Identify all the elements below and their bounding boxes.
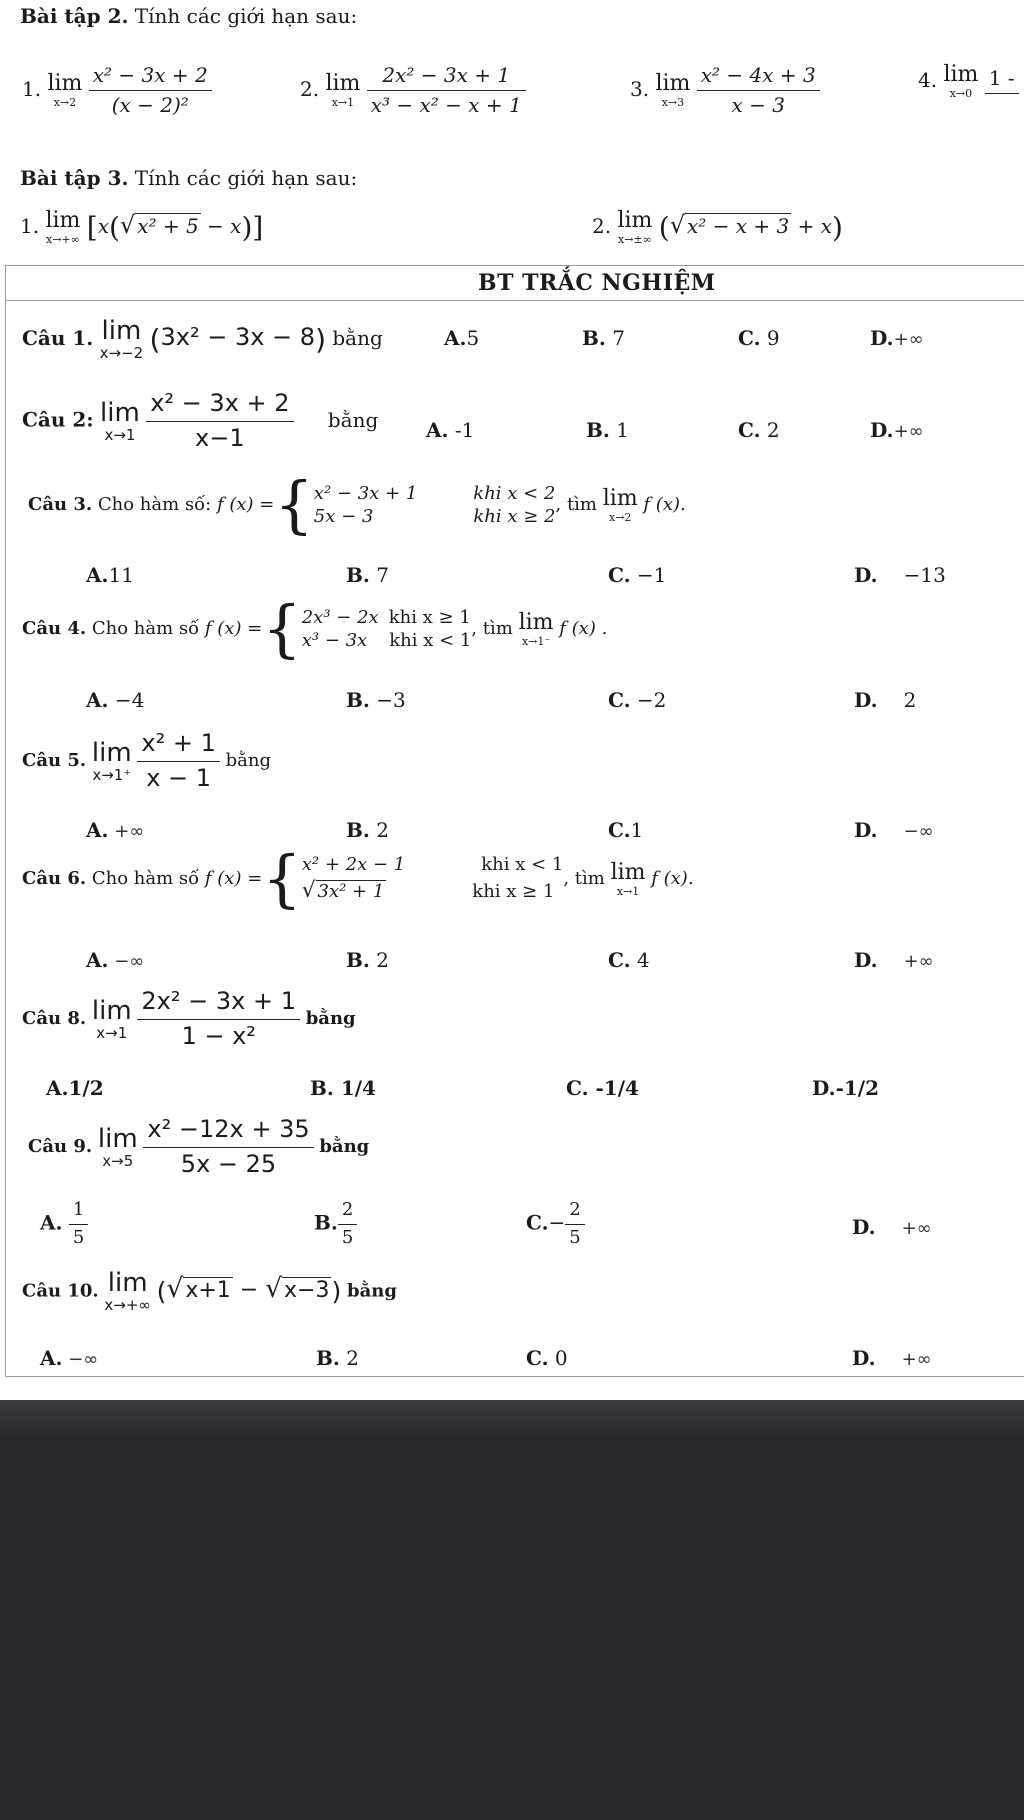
- word-tim: , tìm: [555, 494, 598, 515]
- limit-target: f (x) .: [559, 618, 608, 639]
- lim-sub: x→+∞: [104, 1296, 151, 1314]
- q8-frac: [137, 988, 300, 1050]
- question-5: [22, 730, 271, 792]
- q4-option-d[interactable]: [854, 688, 916, 712]
- minus-sign: −: [548, 1210, 566, 1235]
- sqrt-expr: √ x² − x + 3: [669, 211, 790, 239]
- option-letter: C.: [526, 1210, 549, 1235]
- word-tim: , tìm: [471, 618, 513, 639]
- option-letter: A.: [444, 326, 467, 350]
- denominator: x−1: [195, 423, 245, 452]
- lim-sub: x→1: [104, 425, 136, 444]
- sqrt-radicand: x² − x + 3: [686, 214, 790, 238]
- numerator: 2x² − 3x + 1: [137, 988, 300, 1020]
- option-value: 1: [630, 818, 644, 842]
- dark-background-area: [0, 1400, 1024, 1820]
- option-value: +∞: [901, 1218, 932, 1239]
- option-letter: B.: [346, 948, 370, 972]
- case-2: 3x² + 1: [317, 880, 385, 902]
- bt2-item-1-no: 1.: [22, 77, 42, 101]
- option-value: −∞: [108, 951, 145, 972]
- cond-1: khi x ≥ 1: [388, 606, 471, 628]
- q2-option-d[interactable]: [870, 418, 924, 442]
- lim-symbol: lim x→3: [655, 71, 691, 109]
- bt2-item-2-no: 2.: [300, 77, 320, 101]
- lim-sub: x→±∞: [618, 233, 652, 246]
- q10-option-a[interactable]: [40, 1346, 98, 1370]
- option-letter: B.: [346, 563, 370, 587]
- numerator: 2: [565, 1200, 584, 1225]
- lim-sub: x→+∞: [46, 233, 80, 246]
- option-value: [338, 1200, 357, 1248]
- numerator: 2: [338, 1200, 357, 1225]
- lim-sub: x→−2: [99, 344, 144, 362]
- option-letter: D.: [854, 563, 878, 587]
- question-3: Câu 3. Cho hàm số: f (x) ={ x² − 3x + 1 khi x < 2 5x − 3 khi x ≥ 2 , tìm lim x→2 f (x).: [28, 468, 686, 541]
- question-label: Câu 9.: [28, 1136, 93, 1158]
- option-value: 2: [369, 818, 389, 842]
- word-bang: bằng: [319, 1136, 370, 1158]
- q6-option-c[interactable]: [608, 948, 650, 972]
- function-name: f (x) =: [216, 494, 275, 515]
- lim-symbol: lim x→1: [91, 995, 132, 1042]
- q1-option-d[interactable]: [870, 326, 924, 350]
- question-label: Câu 1.: [22, 326, 94, 350]
- q5-option-c[interactable]: [608, 818, 643, 842]
- q10-option-d[interactable]: [852, 1346, 932, 1370]
- option-letter: B.: [314, 1210, 338, 1235]
- option-value: -1: [448, 418, 475, 442]
- case-1: x² + 2x − 1: [301, 854, 406, 876]
- q2-option-b[interactable]: [586, 418, 629, 442]
- option-letter: C.: [608, 563, 631, 587]
- option-value: −2: [630, 688, 667, 712]
- q5-frac: [137, 730, 219, 792]
- q3-option-d[interactable]: [854, 563, 946, 587]
- lim-sub: x→3: [661, 96, 685, 109]
- trac-nghiem-title: BT TRẮC NGHIỆM: [478, 270, 716, 296]
- option-value: +∞: [893, 421, 924, 442]
- lim-sub: x→5: [102, 1151, 134, 1170]
- lim-symbol: lim x→1: [610, 859, 646, 898]
- sqrt-expr: √ 3x² + 1: [301, 877, 385, 903]
- option-value: −3: [369, 688, 406, 712]
- option-letter: B.: [582, 326, 606, 350]
- option-value: 2: [903, 688, 917, 712]
- question-text: Cho hàm số:: [92, 494, 212, 515]
- option-letter: D.: [854, 948, 878, 972]
- sqrt-radicand: x−3: [284, 1277, 330, 1303]
- option-letter: B.: [316, 1346, 340, 1370]
- q4-option-c[interactable]: [608, 688, 666, 712]
- option-value: 7: [369, 563, 389, 587]
- option-value: −13: [903, 563, 946, 587]
- expr-tail: + x: [791, 214, 832, 238]
- numerator: 1: [69, 1200, 88, 1225]
- word-bang: bằng: [327, 407, 379, 432]
- piecewise-cases: [302, 606, 472, 653]
- numerator: 1 -: [985, 67, 1019, 94]
- option-value: [69, 1200, 88, 1248]
- q8-option-a[interactable]: [46, 1076, 104, 1100]
- numerator: 2x² − 3x + 1: [367, 64, 526, 91]
- q2-option-a[interactable]: [426, 418, 474, 442]
- minus-sign: −: [232, 1277, 266, 1303]
- word-bang: bằng: [332, 326, 383, 350]
- lim-symbol: lim x→+∞: [104, 1268, 151, 1314]
- lim-symbol: lim x→+∞: [45, 208, 81, 246]
- q6-option-b[interactable]: [346, 948, 389, 972]
- question-8: [22, 988, 356, 1050]
- question-label: Câu 3.: [28, 494, 93, 515]
- option-value: 1/2: [68, 1076, 104, 1100]
- question-4: Câu 4. Cho hàm số f (x) ={ 2x³ − 2x khi x ≥ 1 x³ − 3x khi x < 1 , tìm lim x→1⁻ f (x) .: [22, 592, 608, 665]
- bt2-item-3-frac: [697, 64, 820, 117]
- option-value: [565, 1200, 584, 1248]
- bt3-item-2-no: 2.: [592, 214, 612, 238]
- option-letter: D.: [854, 688, 878, 712]
- expr-tail: − x: [200, 214, 242, 238]
- option-value: +∞: [901, 1349, 932, 1370]
- question-label: Câu 4.: [22, 618, 87, 639]
- question-label: Câu 6.: [22, 868, 87, 889]
- q3-option-b[interactable]: [346, 563, 389, 587]
- bt3-item-1: 1. lim x→+∞ [x(√ x² + 5 − x)]: [20, 208, 264, 246]
- question-9: [28, 1116, 369, 1178]
- denominator: x − 3: [731, 93, 785, 117]
- q8-option-d[interactable]: [812, 1076, 879, 1100]
- q3-option-a[interactable]: [86, 563, 134, 587]
- option-letter: A.: [86, 818, 109, 842]
- lim-sub: x→1⁺: [92, 765, 132, 784]
- q2-frac: [146, 390, 293, 452]
- option-value: -1/2: [835, 1076, 880, 1100]
- bt2-heading-bold: Bài tập 2.: [20, 4, 129, 28]
- lim-symbol: lim x→5: [97, 1123, 138, 1170]
- question-10: Câu 10. lim x→+∞ (√x+1 − √x−3) bằng: [22, 1268, 397, 1314]
- numerator: x² −12x + 35: [143, 1116, 313, 1148]
- option-value: +∞: [903, 951, 934, 972]
- q9-option-c[interactable]: [526, 1200, 585, 1248]
- bt2-heading-text: Tính các giới hạn sau:: [128, 4, 358, 28]
- bt2-item-4-frac: [985, 67, 1019, 97]
- option-letter: C.: [566, 1076, 589, 1100]
- option-letter: B.: [310, 1076, 334, 1100]
- case-2: x³ − 3x: [301, 630, 368, 651]
- bt2-item-3: [630, 64, 820, 117]
- bt3-item-2: 2. lim x→±∞ (√ x² − x + 3 + x): [592, 208, 843, 246]
- denominator: 5: [341, 1226, 354, 1248]
- option-value: 1/4: [333, 1076, 376, 1100]
- dark-background-edge: [0, 1400, 1024, 1440]
- denominator: 1 − x²: [181, 1021, 256, 1050]
- q10-option-c[interactable]: [526, 1346, 568, 1370]
- bt2-heading: [20, 4, 357, 28]
- question-label: Câu 8.: [22, 1008, 87, 1030]
- lim-symbol: lim x→±∞: [617, 208, 653, 246]
- lim-symbol: lim x→1: [100, 397, 140, 444]
- q4-option-a[interactable]: [86, 688, 144, 712]
- bt2-item-4: [918, 64, 1019, 99]
- question-text: Cho hàm số: [86, 618, 200, 639]
- cond-1: khi x < 1: [481, 854, 564, 876]
- question-label: Câu 2:: [22, 407, 94, 432]
- option-letter: B.: [586, 418, 610, 442]
- word-tim: , tìm: [563, 868, 605, 889]
- option-letter: A.: [46, 1076, 69, 1100]
- bt2-item-4-no: 4.: [918, 68, 938, 92]
- option-letter: C.: [526, 1346, 549, 1370]
- bt2-item-1: [22, 64, 212, 117]
- option-letter: B.: [346, 818, 370, 842]
- bt2-item-3-no: 3.: [630, 77, 650, 101]
- limit-target: f (x).: [643, 494, 686, 515]
- lim-symbol: lim x→2: [47, 71, 83, 109]
- q5-option-a[interactable]: [86, 818, 144, 842]
- q9-option-d[interactable]: [852, 1215, 932, 1239]
- option-value: +∞: [108, 821, 145, 842]
- option-value: 4: [630, 948, 650, 972]
- option-letter: A.: [40, 1210, 63, 1235]
- title-divider: [5, 300, 1024, 301]
- option-value: 11: [108, 563, 134, 587]
- word-bang: bằng: [305, 1008, 356, 1030]
- q6-option-d[interactable]: [854, 948, 934, 972]
- option-value: 7: [605, 326, 625, 350]
- denominator: 5: [569, 1226, 581, 1248]
- option-letter: D.: [854, 818, 878, 842]
- denominator: x − 1: [146, 763, 212, 792]
- sqrt-expr-2: √x−3: [265, 1272, 330, 1304]
- option-value: +∞: [893, 329, 924, 350]
- bt3-item-1-no: 1.: [20, 214, 40, 238]
- cond-2: khi x ≥ 2: [473, 506, 556, 527]
- option-value: 2: [760, 418, 780, 442]
- bt2-item-2-frac: [367, 64, 526, 117]
- bt2-item-2: [300, 64, 526, 117]
- option-value: 1: [609, 418, 629, 442]
- numerator: x² + 1: [137, 730, 219, 762]
- option-letter: C.: [608, 688, 631, 712]
- option-letter: D.: [870, 418, 894, 442]
- lim-symbol: lim x→1: [325, 71, 361, 109]
- denominator: [985, 94, 1019, 97]
- lim-sub: x→1⁻: [521, 634, 551, 648]
- cond-2: khi x < 1: [389, 630, 472, 651]
- q2-option-c[interactable]: [738, 418, 780, 442]
- q3-option-c[interactable]: [608, 563, 666, 587]
- denominator: 5: [72, 1226, 85, 1248]
- q1-option-b[interactable]: [582, 326, 625, 350]
- q10-option-b[interactable]: [316, 1346, 359, 1370]
- lim-sub: x→1: [331, 96, 355, 109]
- q9-option-a[interactable]: [40, 1200, 88, 1248]
- option-letter: A.: [86, 563, 109, 587]
- option-value: 2: [339, 1346, 359, 1370]
- question-label: Câu 5.: [22, 750, 87, 772]
- sqrt-radicand: x² + 5: [137, 214, 199, 238]
- case-1: 2x³ − 2x: [301, 606, 379, 628]
- option-value: −4: [108, 688, 145, 712]
- option-letter: A.: [86, 688, 109, 712]
- denominator: 5x − 25: [180, 1149, 277, 1178]
- option-letter: D.: [852, 1215, 876, 1239]
- option-letter: C.: [608, 818, 631, 842]
- word-bang: bằng: [225, 750, 271, 772]
- question-1: Câu 1. lim x→−2 (3x² − 3x − 8) bằng: [22, 316, 383, 362]
- option-letter: C.: [608, 948, 631, 972]
- expr-x: x: [97, 214, 109, 238]
- lim-sub: x→1: [96, 1023, 128, 1042]
- option-value: 5: [466, 326, 480, 350]
- cond-1: khi x < 2: [473, 482, 556, 504]
- q1-option-c[interactable]: [738, 326, 780, 350]
- q8-option-b[interactable]: [310, 1076, 376, 1100]
- cond-2: khi x ≥ 1: [472, 880, 555, 902]
- sqrt-expr-1: √x+1: [166, 1272, 231, 1304]
- q1-option-a[interactable]: [444, 326, 479, 350]
- q9-option-b[interactable]: [314, 1200, 357, 1248]
- numerator: x² − 4x + 3: [697, 64, 820, 91]
- option-letter: A.: [40, 1346, 63, 1370]
- q5-option-d[interactable]: [854, 818, 934, 842]
- q1-expr: 3x² − 3x − 8: [160, 323, 316, 351]
- bt2-item-1-frac: [89, 64, 212, 117]
- option-letter: D.: [852, 1346, 876, 1370]
- option-value: −1: [630, 563, 667, 587]
- q6-option-a[interactable]: [86, 948, 144, 972]
- lim-symbol: lim x→0: [943, 62, 979, 100]
- sqrt-radicand: x+1: [185, 1277, 231, 1303]
- option-letter: C.: [738, 326, 761, 350]
- q4-option-b[interactable]: [346, 688, 406, 712]
- lim-sub: x→2: [53, 96, 77, 109]
- option-letter: D.: [870, 326, 894, 350]
- function-name: f (x) =: [204, 868, 263, 889]
- bt3-heading: [20, 166, 357, 190]
- lim-sub: x→0: [949, 87, 973, 100]
- word-bang: bằng: [347, 1280, 397, 1302]
- option-value: 9: [760, 326, 780, 350]
- sqrt-expr: √ x² + 5: [119, 211, 199, 239]
- question-6: Câu 6. Cho hàm số f (x) ={ x² + 2x − 1 khi x < 1 √ 3x² + 1 khi x ≥ 1 , tìm lim x→1 f (x).: [22, 842, 694, 915]
- option-value: -1/4: [588, 1076, 639, 1100]
- bt3-heading-bold: Bài tập 3.: [20, 166, 129, 190]
- lim-sub: x→1: [616, 884, 640, 898]
- option-letter: D.: [812, 1076, 836, 1100]
- denominator: x³ − x² − x + 1: [370, 93, 522, 117]
- lim-symbol: lim x→−2: [99, 316, 144, 362]
- piecewise-cases: [314, 482, 556, 529]
- question-text: Cho hàm số: [86, 868, 200, 889]
- numerator: x² − 3x + 2: [89, 64, 212, 91]
- lim-symbol: lim x→1⁺: [91, 737, 132, 784]
- question-label: Câu 10.: [22, 1280, 99, 1302]
- denominator: (x − 2)²: [111, 93, 189, 117]
- lim-sub: x→2: [609, 510, 632, 524]
- option-value: 2: [369, 948, 389, 972]
- function-name: f (x) =: [204, 618, 263, 639]
- question-2: [22, 390, 378, 452]
- option-value: −∞: [62, 1349, 99, 1370]
- lim-symbol: lim x→2: [602, 485, 638, 524]
- option-letter: C.: [738, 418, 761, 442]
- option-letter: A.: [86, 948, 109, 972]
- q8-option-c[interactable]: [566, 1076, 639, 1100]
- piecewise-cases: [302, 853, 564, 904]
- option-letter: B.: [346, 688, 370, 712]
- q9-frac: [143, 1116, 313, 1178]
- case-1: x² − 3x + 1: [313, 482, 418, 504]
- limit-target: f (x).: [651, 868, 694, 889]
- bt3-heading-text: Tính các giới hạn sau:: [128, 166, 358, 190]
- q5-option-b[interactable]: [346, 818, 389, 842]
- option-letter: A.: [426, 418, 449, 442]
- lim-symbol: lim x→1⁻: [518, 609, 554, 648]
- case-2: 5x − 3: [313, 506, 374, 527]
- option-value: 0: [548, 1346, 568, 1370]
- option-value: −∞: [903, 821, 934, 842]
- numerator: x² − 3x + 2: [146, 390, 293, 422]
